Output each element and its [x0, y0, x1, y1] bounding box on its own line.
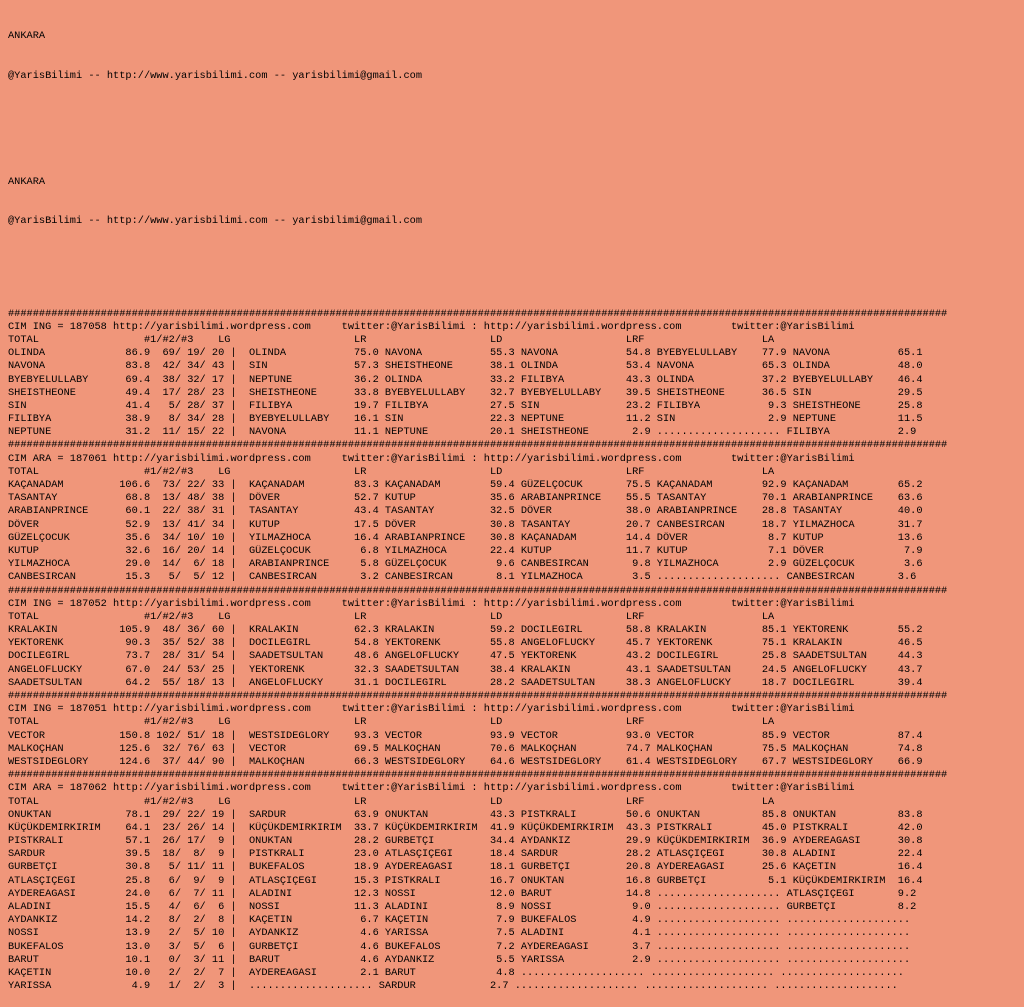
table-row: KAÇANADAM 106.6 73/ 22/ 33 | KAÇANADAM 83.3 KAÇANADAM 59.4 GÜZELÇOCUK 75.5 KAÇANADAM 92.9 KAÇANADAM 65.2: [8, 479, 923, 492]
table-row: YILMAZHOCA 29.0 14/ 6/ 18 | ARABIANPRINCE 5.8 GÜZELÇOCUK 9.6 CANBESIRCAN 9.8 YILMAZHOCA 2.9 GÜZELÇOCUK 3.6: [8, 558, 923, 571]
spacer: [8, 255, 1024, 281]
table-row: BYEBYELULLABY 69.4 38/ 32/ 17 | NEPTUNE 36.2 OLINDA 33.2 FILIBYA 43.3 OLINDA 37.2 BYEBYELULLABY 46.4: [8, 373, 923, 386]
table-row: ONUKTAN 78.1 29/ 22/ 19 | SARDUR 63.9 ONUKTAN 43.3 PISTKRALI 50.6 ONUKTAN 85.8 ONUKTAN 83.8: [8, 808, 923, 821]
table-row: ANGELOFLUCKY 67.0 24/ 53/ 25 | YEKTORENK 32.3 SAADETSULTAN 38.4 KRALAKIN 43.1 SAADETSULTAN 24.5 ANGELOFLUCKY 43.7: [8, 663, 923, 676]
separator-line: ########################################################################################################################################################: [8, 584, 948, 597]
table-row: CANBESIRCAN 15.3 5/ 5/ 12 | CANBESIRCAN 3.2 CANBESIRCAN 8.1 YILMAZHOCA 3.5 .................... CANBESIRCAN 3.6: [8, 571, 917, 584]
table-row: MALKOÇHAN 125.6 32/ 76/ 63 | VECTOR 69.5 MALKOÇHAN 70.6 MALKOÇHAN 74.7 MALKOÇHAN 75.5 MALKOÇHAN 74.8: [8, 742, 923, 755]
column-header: TOTAL #1/#2/#3 LG LR LD LRF LA: [8, 465, 775, 478]
separator-line: ########################################################################################################################################################: [8, 307, 948, 320]
table-row: KRALAKIN 105.9 48/ 36/ 60 | KRALAKIN 62.3 KRALAKIN 59.2 DOCILEGIRL 58.8 KRALAKIN 85.1 YEKTORENK 55.2: [8, 624, 923, 637]
header-contact-repeat: @YarisBilimi -- http://www.yarisbilimi.com -- yarisbilimi@gmail.com: [8, 215, 423, 228]
table-row: KÜÇÜKDEMIRKIRIM 64.1 23/ 26/ 14 | KÜÇÜKDEMIRKIRIM 33.7 KÜÇÜKDEMIRKIRIM 41.9 KÜÇÜKDEMIRKIRIM 43.3 PISTKRALI 45.0 PISTKRALI 42.0: [8, 821, 923, 834]
race-header: CIM ARA = 187061 http://yarisbilimi.wordpress.com twitter:@YarisBilimi : http://yarisbilimi.wordpress.com twitter:@YarisBilimi: [8, 452, 855, 465]
table-row: VECTOR 150.8 102/ 51/ 18 | WESTSIDEGLORY 93.3 VECTOR 93.9 VECTOR 93.0 VECTOR 85.9 VECTOR 87.4: [8, 729, 923, 742]
table-row: YEKTORENK 90.3 35/ 52/ 38 | DOCILEGIRL 54.8 YEKTORENK 55.8 ANGELOFLUCKY 45.7 YEKTORENK 75.1 KRALAKIN 46.5: [8, 637, 923, 650]
table-row: OLINDA 86.9 69/ 19/ 20 | OLINDA 75.0 NAVONA 55.3 NAVONA 54.8 BYEBYELULLABY 77.9 NAVONA 65.1: [8, 347, 923, 360]
race-sections: [8, 308, 1024, 994]
spacer: [8, 110, 1024, 150]
table-row: SHEISTHEONE 49.4 17/ 28/ 23 | SHEISTHEONE 33.8 BYEBYELULLABY 32.7 BYEBYELULLABY 39.5 SHEISTHEONE 36.5 SIN 29.5: [8, 386, 923, 399]
table-row: KUTUP 32.6 16/ 20/ 14 | GÜZELÇOCUK 6.8 YILMAZHOCA 22.4 KUTUP 11.7 KUTUP 7.1 DÖVER 7.9: [8, 544, 923, 557]
table-row: ARABIANPRINCE 60.1 22/ 38/ 31 | TASANTAY 43.4 TASANTAY 32.5 DÖVER 38.0 ARABIANPRINCE 28.8 TASANTAY 40.0: [8, 505, 923, 518]
table-row: NOSSI 13.9 2/ 5/ 10 | AYDANKIZ 4.6 YARISSA 7.5 ALADINI 4.1 .................... ....................: [8, 927, 911, 940]
table-row: SIN 41.4 5/ 28/ 37 | FILIBYA 19.7 FILIBYA 27.5 SIN 23.2 FILIBYA 9.3 SHEISTHEONE 25.8: [8, 399, 923, 412]
table-row: WESTSIDEGLORY 124.6 37/ 44/ 90 | MALKOÇHAN 66.3 WESTSIDEGLORY 64.6 WESTSIDEGLORY 61.4 WESTSIDEGLORY 67.7 WESTSIDEGLORY 66.9: [8, 755, 923, 768]
column-header: TOTAL #1/#2/#3 LG LR LD LRF LA: [8, 610, 775, 623]
race-header: CIM ING = 187051 http://yarisbilimi.wordpress.com twitter:@YarisBilimi : http://yarisbilimi.wordpress.com twitter:@YarisBilimi: [8, 703, 855, 716]
table-row: FILIBYA 38.9 8/ 34/ 28 | BYEBYELULLABY 16.1 SIN 22.3 NEPTUNE 11.2 SIN 2.9 NEPTUNE 11.5: [8, 413, 923, 426]
table-row: AYDEREAGASI 24.0 6/ 7/ 11 | ALADINI 12.3 NOSSI 12.0 BARUT 14.8 .................... ATLASÇIÇEGI 9.2: [8, 887, 917, 900]
table-row: SARDUR 39.5 18/ 8/ 9 | PISTKRALI 23.0 ATLASÇIÇEGI 18.4 SARDUR 28.2 ATLASÇIÇEGI 30.8 ALADINI 22.4: [8, 848, 923, 861]
table-row: YARISSA 4.9 1/ 2/ 3 | .................... SARDUR 2.7 .................... .................... ....................: [8, 980, 898, 993]
race-header: CIM ARA = 187062 http://yarisbilimi.wordpress.com twitter:@YarisBilimi : http://yarisbilimi.wordpress.com twitter:@YarisBilimi: [8, 782, 855, 795]
column-header: TOTAL #1/#2/#3 LG LR LD LRF LA: [8, 716, 775, 729]
separator-line: ########################################################################################################################################################: [8, 769, 948, 782]
table-row: KAÇETIN 10.0 2/ 2/ 7 | AYDEREAGASI 2.1 BARUT 4.8 .................... .................... ....................: [8, 966, 904, 979]
table-row: GURBETÇI 30.8 5/ 11/ 11 | BUKEFALOS 18.9 AYDEREAGASI 18.1 GURBETÇI 20.8 AYDEREAGASI 25.6 KAÇETIN 16.4: [8, 861, 923, 874]
column-header: TOTAL #1/#2/#3 LG LR LD LRF LA: [8, 795, 775, 808]
table-row: GÜZELÇOCUK 35.6 34/ 10/ 10 | YILMAZHOCA 16.4 ARABIANPRINCE 30.8 KAÇANADAM 14.4 DÖVER 8.7 KUTUP 13.6: [8, 531, 923, 544]
table-row: BUKEFALOS 13.0 3/ 5/ 6 | GURBETÇI 4.6 BUKEFALOS 7.2 AYDEREAGASI 3.7 .................... ....................: [8, 940, 911, 953]
table-row: NEPTUNE 31.2 11/ 15/ 22 | NAVONA 11.1 NEPTUNE 20.1 SHEISTHEONE 2.9 .................... FILIBYA 2.9: [8, 426, 917, 439]
table-row: TASANTAY 68.8 13/ 48/ 38 | DÖVER 52.7 KUTUP 35.6 ARABIANPRINCE 55.5 TASANTAY 70.1 ARABIANPRINCE 63.6: [8, 492, 923, 505]
table-row: SAADETSULTAN 64.2 55/ 18/ 13 | ANGELOFLUCKY 31.1 DOCILEGIRL 28.2 SAADETSULTAN 38.3 ANGELOFLUCKY 18.7 DOCILEGIRL 39.4: [8, 676, 923, 689]
table-row: PISTKRALI 57.1 26/ 17/ 9 | ONUKTAN 28.2 GURBETÇI 34.4 AYDANKIZ 29.9 KÜÇÜKDEMIRKIRIM 36.9 AYDEREAGASI 30.8: [8, 835, 923, 848]
table-row: NAVONA 83.8 42/ 34/ 43 | SIN 57.3 SHEISTHEONE 38.1 OLINDA 53.4 NAVONA 65.3 OLINDA 48.0: [8, 360, 923, 373]
race-header: CIM ING = 187052 http://yarisbilimi.wordpress.com twitter:@YarisBilimi : http://yarisbilimi.wordpress.com twitter:@YarisBilimi: [8, 597, 855, 610]
column-header: TOTAL #1/#2/#3 LG LR LD LRF LA: [8, 333, 775, 346]
header-city: ANKARA: [8, 30, 46, 43]
race-header: CIM ING = 187058 http://yarisbilimi.wordpress.com twitter:@YarisBilimi : http://yarisbilimi.wordpress.com twitter:@YarisBilimi: [8, 320, 855, 333]
table-row: ATLASÇIÇEGI 25.8 6/ 9/ 9 | ATLASÇIÇEGI 15.3 PISTKRALI 16.7 ONUKTAN 16.8 GURBETÇI 5.1 KÜÇÜKDEMIRKIRIM 16.4: [8, 874, 923, 887]
table-row: DÖVER 52.9 13/ 41/ 34 | KUTUP 17.5 DÖVER 30.8 TASANTAY 20.7 CANBESIRCAN 18.7 YILMAZHOCA 31.7: [8, 518, 923, 531]
separator-line: ########################################################################################################################################################: [8, 690, 948, 703]
separator-line: ########################################################################################################################################################: [8, 439, 948, 452]
table-row: DOCILEGIRL 73.7 28/ 31/ 54 | SAADETSULTAN 48.6 ANGELOFLUCKY 47.5 YEKTORENK 43.2 DOCILEGIRL 25.8 SAADETSULTAN 44.3: [8, 650, 923, 663]
header-city-repeat: ANKARA: [8, 175, 46, 188]
table-row: BARUT 10.1 0/ 3/ 11 | BARUT 4.6 AYDANKIZ 5.5 YARISSA 2.9 .................... ....................: [8, 953, 911, 966]
table-row: AYDANKIZ 14.2 8/ 2/ 8 | KAÇETIN 6.7 KAÇETIN 7.9 BUKEFALOS 4.9 .................... ....................: [8, 914, 911, 927]
header-contact: @YarisBilimi -- http://www.yarisbilimi.com -- yarisbilimi@gmail.com: [8, 70, 423, 82]
table-row: ALADINI 15.5 4/ 6/ 6 | NOSSI 11.3 ALADINI 8.9 NOSSI 9.0 .................... GURBETÇI 8.2: [8, 901, 917, 914]
